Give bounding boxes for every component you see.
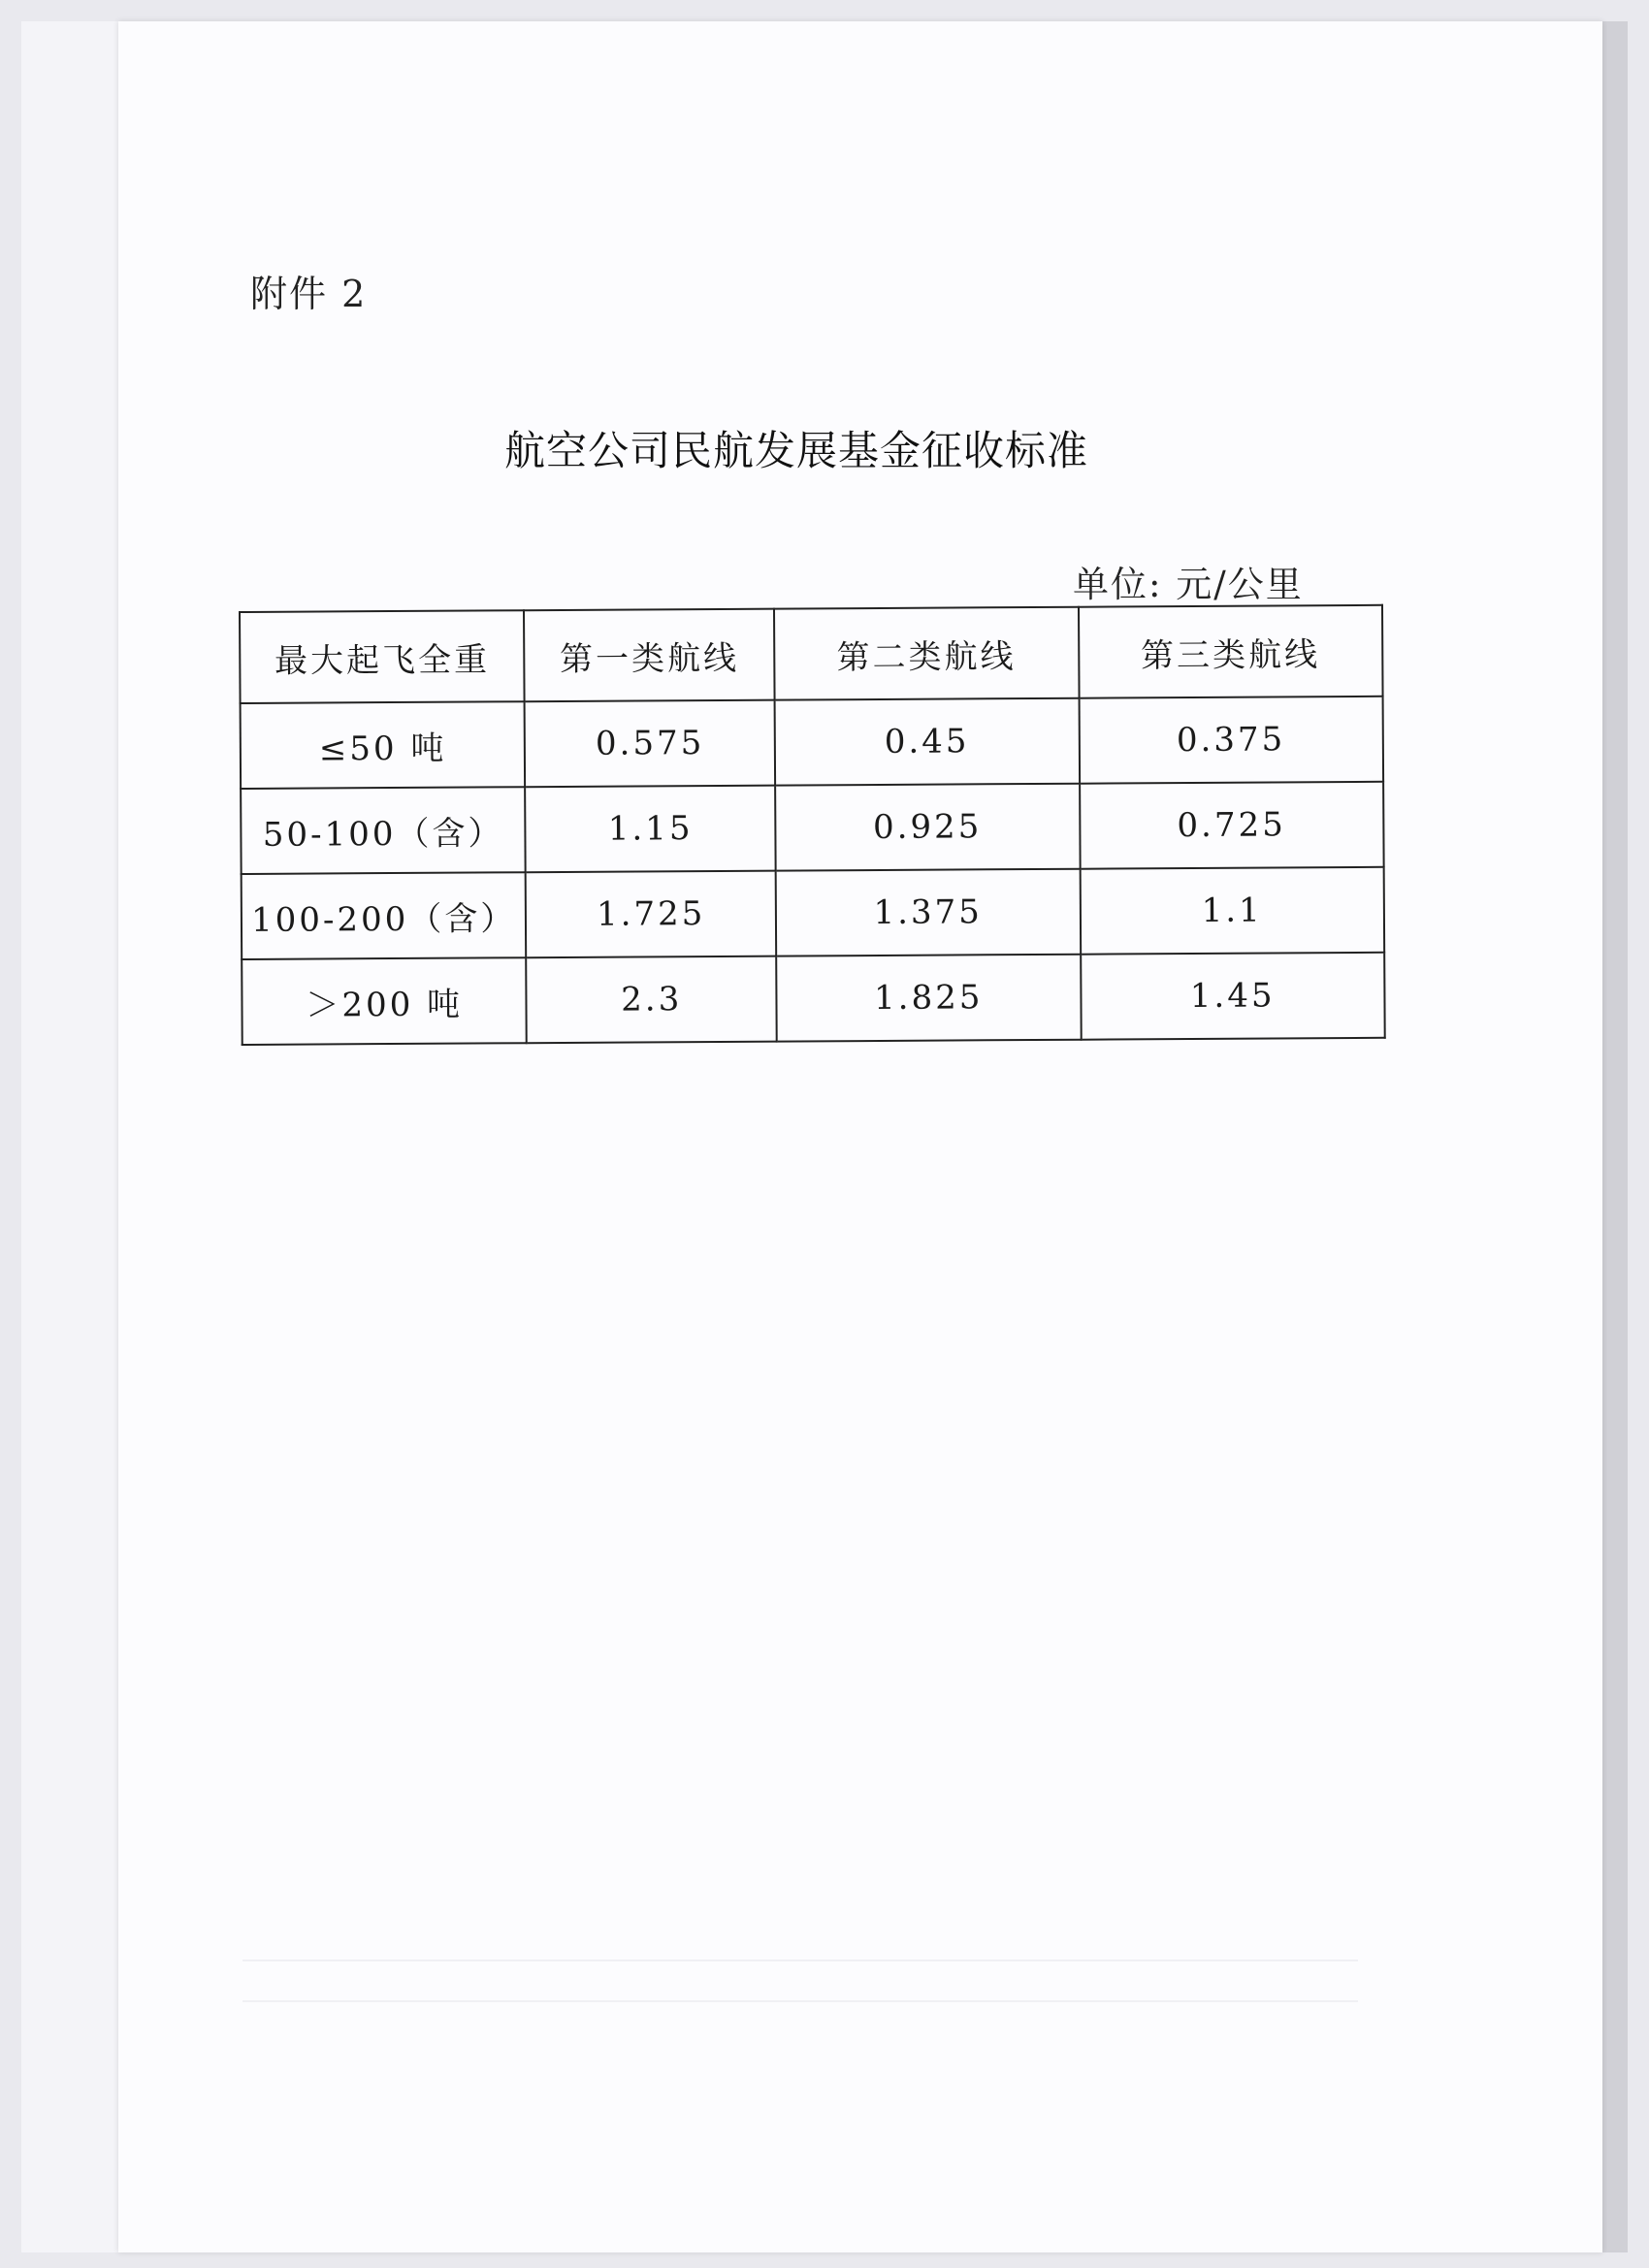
table-row xyxy=(241,697,1384,789)
scan-right-edge xyxy=(1602,21,1628,2252)
rate-cell: 0.45 xyxy=(775,698,1080,786)
scan-left-margin xyxy=(21,21,119,2252)
rate-cell: 1.45 xyxy=(1081,953,1385,1040)
header-route-class-3: 第三类航线 xyxy=(1079,605,1383,698)
weight-cell: ≤50 吨 xyxy=(241,701,526,789)
table-row xyxy=(241,782,1384,874)
attachment-label: 附件 2 xyxy=(250,273,368,315)
table-header-row xyxy=(240,605,1383,703)
weight-cell: 50-100（含） xyxy=(241,787,526,874)
header-route-class-1: 第一类航线 xyxy=(524,609,774,702)
header-max-takeoff-weight: 最大起飞全重 xyxy=(240,610,525,703)
unit-label: 单位: 元/公里 xyxy=(1073,564,1304,605)
fee-standard-table xyxy=(239,604,1386,1046)
document-title: 航空公司民航发展基金征收标准 xyxy=(504,427,1089,474)
rate-cell: 1.1 xyxy=(1080,867,1384,955)
faint-footer-bleedthrough xyxy=(242,1960,1358,2002)
paper-sheet xyxy=(118,21,1602,2252)
header-route-class-2: 第二类航线 xyxy=(774,607,1079,700)
rate-cell: 1.725 xyxy=(526,871,776,958)
weight-cell: 100-200（含） xyxy=(242,872,527,959)
rate-cell: 1.15 xyxy=(526,786,776,873)
rate-cell: 0.375 xyxy=(1079,697,1383,784)
table-row xyxy=(242,953,1385,1045)
rate-cell: 0.725 xyxy=(1080,782,1384,869)
rate-cell: 2.3 xyxy=(527,956,777,1044)
rate-cell: 1.825 xyxy=(776,955,1081,1042)
table-row xyxy=(242,867,1385,959)
rate-cell: 1.375 xyxy=(776,869,1081,956)
weight-cell: ＞200 吨 xyxy=(242,957,527,1045)
rate-cell: 0.925 xyxy=(775,784,1080,871)
rate-cell: 0.575 xyxy=(525,700,775,788)
